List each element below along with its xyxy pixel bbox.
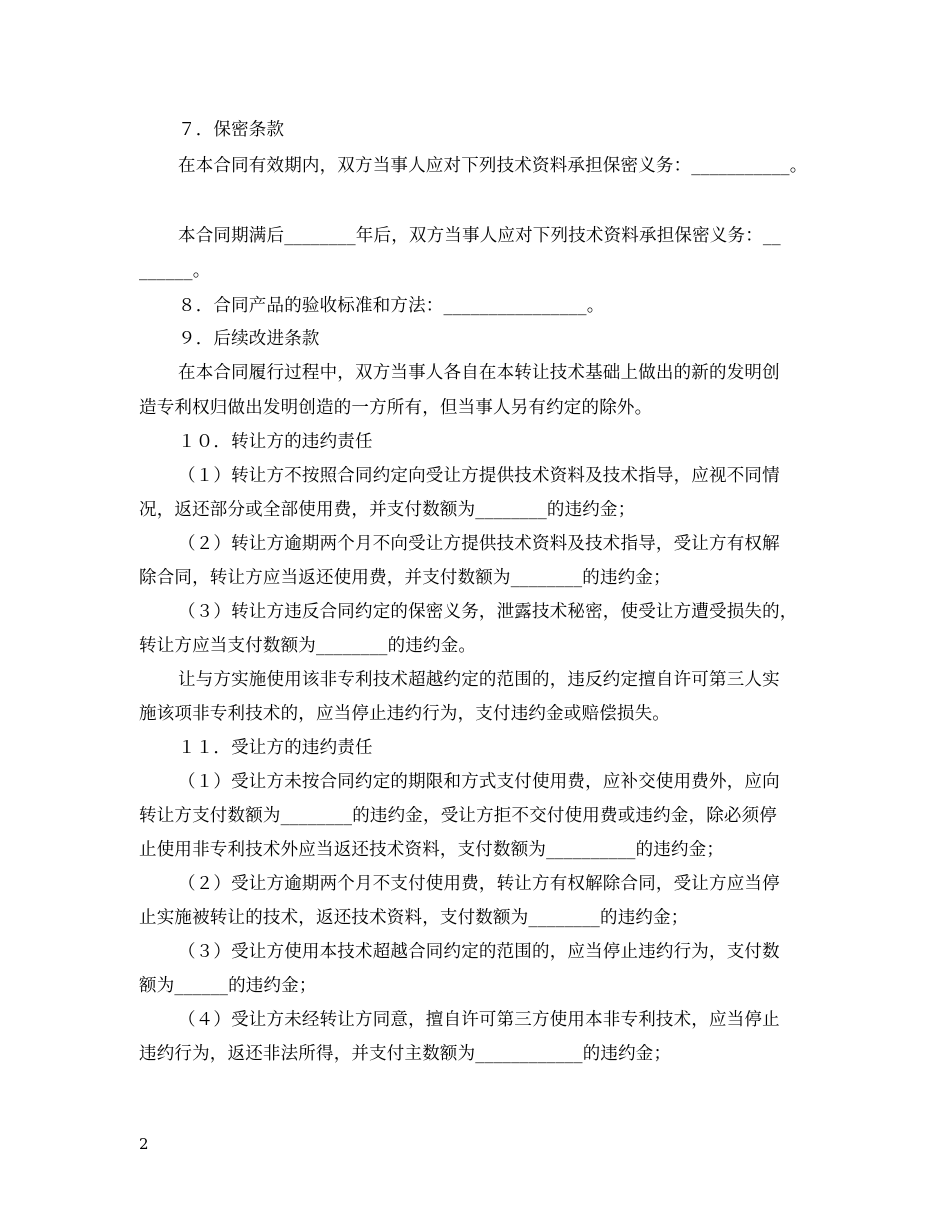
section-11-heading: １１．受让方的违约责任 bbox=[178, 738, 373, 758]
paragraph-line: 况，返还部分或全部使用费，并支付数额为________的违约金； bbox=[139, 500, 636, 520]
section-10-heading: １０．转让方的违约责任 bbox=[178, 432, 373, 452]
section-9-heading: ９．后续改进条款 bbox=[178, 329, 320, 349]
paragraph-line: 止实施被转让的技术，返还技术资料，支付数额为________的违约金； bbox=[139, 908, 689, 928]
paragraph-line: ______。 bbox=[139, 261, 211, 281]
paragraph-line: 除合同，转让方应当返还使用费，并支付数额为________的违约金； bbox=[139, 568, 671, 588]
paragraph-line: 违约行为，返还非法所得，并支付主数额为____________的违约金； bbox=[139, 1044, 672, 1064]
paragraph-line: 额为______的违约金； bbox=[139, 976, 317, 996]
paragraph-line: 本合同期满后________年后，双方当事人应对下列技术资料承担保密义务：__ bbox=[178, 226, 781, 246]
section-8-heading: ８．合同产品的验收标准和方法：________________。 bbox=[178, 296, 605, 316]
paragraph-line: 转让方应当支付数额为________的违约金。 bbox=[139, 636, 477, 656]
paragraph-line: 在本合同履行过程中，双方当事人各自在本转让技术基础上做出的新的发明创 bbox=[178, 363, 780, 383]
paragraph-line: （３）转让方违反合同约定的保密义务，泄露技术秘密，使受让方遭受损失的， bbox=[178, 602, 798, 622]
paragraph-line: （４）受让方未经转让方同意，擅自许可第三方使用本非专利技术，应当停止 bbox=[178, 1010, 780, 1030]
paragraph-line: （２）转让方逾期两个月不向受让方提供技术资料及技术指导，受让方有权解 bbox=[178, 534, 780, 554]
page-number: 2 bbox=[139, 1135, 149, 1153]
paragraph-line: （１）受让方未按合同约定的期限和方式支付使用费，应补交使用费外，应向 bbox=[178, 772, 780, 792]
paragraph-line: 造专利权归做出发明创造的一方所有，但当事人另有约定的除外。 bbox=[139, 398, 653, 418]
paragraph-line: 转让方支付数额为________的违约金，受让方拒不交付使用费或违约金，除必须停 bbox=[139, 806, 777, 826]
paragraph-line: 让与方实施使用该非专利技术超越约定的范围的，违反约定擅自许可第三人实 bbox=[178, 670, 780, 690]
paragraph-line: （１）转让方不按照合同约定向受让方提供技术资料及技术指导，应视不同情 bbox=[178, 466, 780, 486]
paragraph-line: 在本合同有效期内，双方当事人应对下列技术资料承担保密义务：___________。 bbox=[178, 156, 808, 176]
paragraph-line: 施该项非专利技术的，应当停止违约行为，支付违约金或赔偿损失。 bbox=[139, 704, 670, 724]
section-7-heading: ７．保密条款 bbox=[178, 120, 285, 140]
paragraph-line: 止使用非专利技术外应当返还技术资料，支付数额为__________的违约金； bbox=[139, 840, 725, 860]
paragraph-line: （３）受让方使用本技术超越合同约定的范围的，应当停止违约行为，支付数 bbox=[178, 942, 780, 962]
paragraph-line: （２）受让方逾期两个月不支付使用费，转让方有权解除合同，受让方应当停 bbox=[178, 874, 780, 894]
